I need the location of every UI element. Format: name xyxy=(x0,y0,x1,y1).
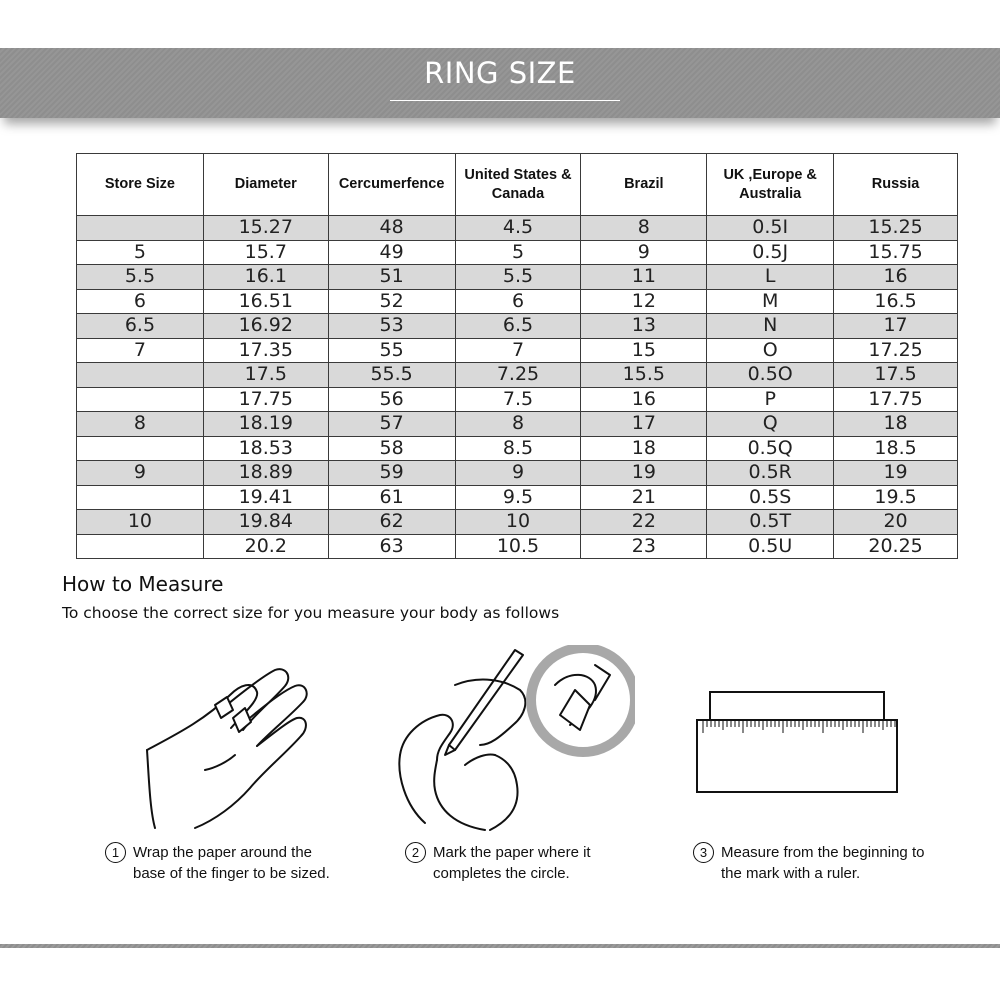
cell-uk-europe-australia: 0.5J xyxy=(707,240,834,265)
cell-diameter: 17.35 xyxy=(203,338,328,363)
cell-brazil: 16 xyxy=(581,387,707,412)
cell-us-canada: 10 xyxy=(455,510,581,535)
cell-us-canada: 5.5 xyxy=(455,265,581,290)
cell-circumference: 51 xyxy=(328,265,455,290)
cell-brazil: 11 xyxy=(581,265,707,290)
cell-uk-europe-australia: L xyxy=(707,265,834,290)
cell-diameter: 16.51 xyxy=(203,289,328,314)
cell-circumference: 53 xyxy=(328,314,455,339)
cell-russia: 17.75 xyxy=(834,387,958,412)
cell-us-canada: 8.5 xyxy=(455,436,581,461)
cell-circumference: 56 xyxy=(328,387,455,412)
table-row xyxy=(77,510,958,535)
cell-us-canada: 6 xyxy=(455,289,581,314)
cell-us-canada: 9.5 xyxy=(455,485,581,510)
table-row xyxy=(77,216,958,241)
cell-russia: 20.25 xyxy=(834,534,958,559)
cell-russia: 17.25 xyxy=(834,338,958,363)
cell-russia: 19.5 xyxy=(834,485,958,510)
cell-us-canada: 6.5 xyxy=(455,314,581,339)
step-1-number-icon: 1 xyxy=(105,842,126,863)
cell-uk-europe-australia: 0.5U xyxy=(707,534,834,559)
cell-russia: 17 xyxy=(834,314,958,339)
table-row xyxy=(77,289,958,314)
cell-russia: 19 xyxy=(834,461,958,486)
step-3-line-2: the mark with a ruler. xyxy=(721,865,861,882)
col-header-us-canada: United States & Canada xyxy=(455,154,581,216)
cell-circumference: 49 xyxy=(328,240,455,265)
step-1-line-1: Wrap the paper around the xyxy=(133,844,313,861)
cell-circumference: 61 xyxy=(328,485,455,510)
cell-uk-europe-australia: O xyxy=(707,338,834,363)
cell-diameter: 15.7 xyxy=(203,240,328,265)
cell-store-size: 6.5 xyxy=(77,314,204,339)
cell-uk-europe-australia: M xyxy=(707,289,834,314)
cell-diameter: 19.84 xyxy=(203,510,328,535)
cell-uk-europe-australia: 0.5T xyxy=(707,510,834,535)
cell-russia: 16 xyxy=(834,265,958,290)
cell-diameter: 16.92 xyxy=(203,314,328,339)
cell-brazil: 13 xyxy=(581,314,707,339)
col-header-store-size: Store Size xyxy=(77,154,204,216)
cell-diameter: 17.5 xyxy=(203,363,328,388)
cell-diameter: 15.27 xyxy=(203,216,328,241)
cell-us-canada: 8 xyxy=(455,412,581,437)
cell-store-size: 6 xyxy=(77,289,204,314)
ring-size-table xyxy=(76,153,958,559)
cell-russia: 18 xyxy=(834,412,958,437)
cell-uk-europe-australia: 0.5R xyxy=(707,461,834,486)
table-row xyxy=(77,485,958,510)
cell-brazil: 22 xyxy=(581,510,707,535)
cell-us-canada: 9 xyxy=(455,461,581,486)
cell-store-size xyxy=(77,534,204,559)
cell-diameter: 19.41 xyxy=(203,485,328,510)
cell-uk-europe-australia: P xyxy=(707,387,834,412)
cell-us-canada: 7 xyxy=(455,338,581,363)
table-row xyxy=(77,265,958,290)
title-banner xyxy=(0,48,1000,118)
cell-russia: 18.5 xyxy=(834,436,958,461)
cell-us-canada: 7.5 xyxy=(455,387,581,412)
table-row xyxy=(77,461,958,486)
col-header-russia: Russia xyxy=(834,154,958,216)
cell-store-size xyxy=(77,216,204,241)
cell-uk-europe-australia: 0.5O xyxy=(707,363,834,388)
cell-diameter: 17.75 xyxy=(203,387,328,412)
cell-brazil: 19 xyxy=(581,461,707,486)
cell-us-canada: 7.25 xyxy=(455,363,581,388)
cell-uk-europe-australia: Q xyxy=(707,412,834,437)
cell-brazil: 15.5 xyxy=(581,363,707,388)
hand-wrap-paper-icon xyxy=(135,650,325,835)
cell-diameter: 20.2 xyxy=(203,534,328,559)
cell-store-size xyxy=(77,485,204,510)
title-underline xyxy=(390,100,620,101)
cell-brazil: 18 xyxy=(581,436,707,461)
cell-circumference: 58 xyxy=(328,436,455,461)
cell-store-size: 7 xyxy=(77,338,204,363)
cell-brazil: 8 xyxy=(581,216,707,241)
how-to-measure-heading: How to Measure xyxy=(62,572,224,596)
step-2-line-2: completes the circle. xyxy=(433,865,570,882)
cell-brazil: 9 xyxy=(581,240,707,265)
col-header-brazil: Brazil xyxy=(581,154,707,216)
cell-uk-europe-australia: 0.5S xyxy=(707,485,834,510)
table-row xyxy=(77,240,958,265)
cell-store-size: 5.5 xyxy=(77,265,204,290)
cell-us-canada: 5 xyxy=(455,240,581,265)
cell-brazil: 23 xyxy=(581,534,707,559)
cell-store-size: 10 xyxy=(77,510,204,535)
cell-us-canada: 4.5 xyxy=(455,216,581,241)
step-3-number-icon: 3 xyxy=(693,842,714,863)
cell-brazil: 21 xyxy=(581,485,707,510)
table-row xyxy=(77,534,958,559)
cell-store-size xyxy=(77,436,204,461)
step-2-number-icon: 2 xyxy=(405,842,426,863)
cell-uk-europe-australia: 0.5Q xyxy=(707,436,834,461)
col-header-circumference: Cercumerfence xyxy=(328,154,455,216)
cell-store-size xyxy=(77,387,204,412)
cell-store-size: 8 xyxy=(77,412,204,437)
table-header-row xyxy=(77,154,958,216)
cell-uk-europe-australia: N xyxy=(707,314,834,339)
col-header-diameter: Diameter xyxy=(203,154,328,216)
cell-brazil: 17 xyxy=(581,412,707,437)
cell-circumference: 59 xyxy=(328,461,455,486)
table-row xyxy=(77,314,958,339)
cell-russia: 15.75 xyxy=(834,240,958,265)
cell-russia: 16.5 xyxy=(834,289,958,314)
cell-store-size xyxy=(77,363,204,388)
cell-store-size: 5 xyxy=(77,240,204,265)
cell-us-canada: 10.5 xyxy=(455,534,581,559)
step-1-line-2: base of the finger to be sized. xyxy=(133,865,330,882)
table-row xyxy=(77,412,958,437)
cell-circumference: 63 xyxy=(328,534,455,559)
page-title: RING SIZE xyxy=(424,56,576,90)
cell-brazil: 15 xyxy=(581,338,707,363)
cell-russia: 20 xyxy=(834,510,958,535)
how-to-measure-subtitle: To choose the correct size for you measure your body as follows xyxy=(62,604,560,622)
pen-mark-paper-icon xyxy=(395,645,635,835)
cell-diameter: 18.53 xyxy=(203,436,328,461)
table-row xyxy=(77,363,958,388)
cell-circumference: 48 xyxy=(328,216,455,241)
cell-russia: 17.5 xyxy=(834,363,958,388)
col-header-uk-europe-australia: UK ,Europe & Australia xyxy=(707,154,834,216)
table-row xyxy=(77,338,958,363)
cell-diameter: 16.1 xyxy=(203,265,328,290)
step-3-line-1: Measure from the beginning to xyxy=(721,844,925,861)
cell-circumference: 52 xyxy=(328,289,455,314)
step-2-line-1: Mark the paper where it xyxy=(433,844,591,861)
cell-circumference: 57 xyxy=(328,412,455,437)
table-body xyxy=(77,216,958,559)
cell-circumference: 55.5 xyxy=(328,363,455,388)
cell-store-size: 9 xyxy=(77,461,204,486)
ruler-icon xyxy=(695,690,905,795)
cell-uk-europe-australia: 0.5I xyxy=(707,216,834,241)
bottom-divider xyxy=(0,944,1000,948)
cell-brazil: 12 xyxy=(581,289,707,314)
cell-diameter: 18.89 xyxy=(203,461,328,486)
table-row xyxy=(77,387,958,412)
cell-diameter: 18.19 xyxy=(203,412,328,437)
cell-russia: 15.25 xyxy=(834,216,958,241)
cell-circumference: 62 xyxy=(328,510,455,535)
cell-circumference: 55 xyxy=(328,338,455,363)
table-row xyxy=(77,436,958,461)
